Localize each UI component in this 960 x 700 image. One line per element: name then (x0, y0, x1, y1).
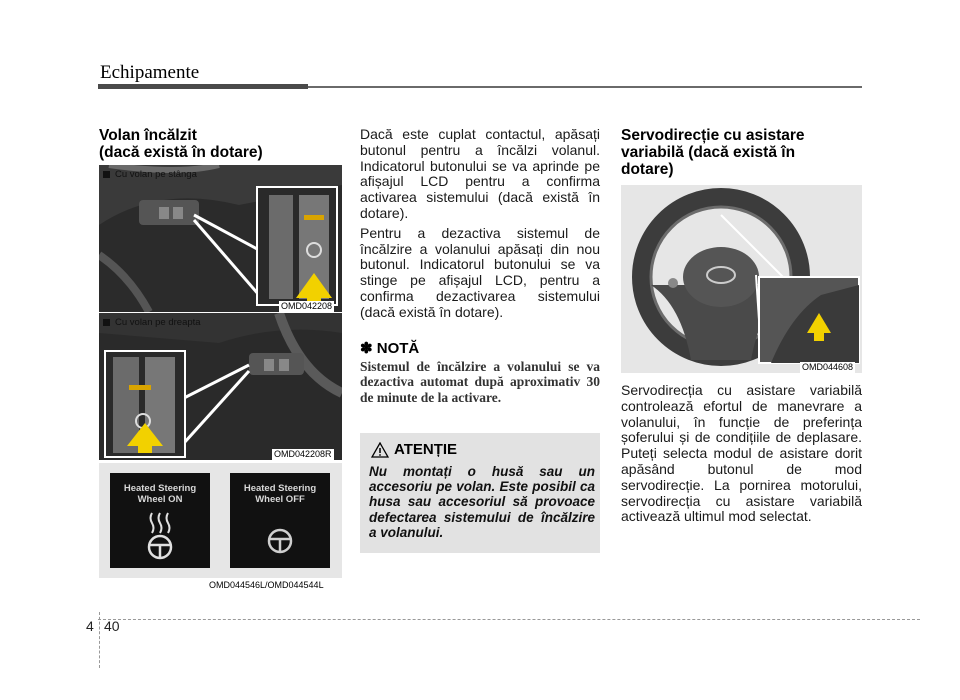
note-heading (360, 339, 419, 357)
lcd-off-text: Heated Steering Wheel OFF (243, 483, 317, 505)
page-number: 40 (104, 618, 120, 634)
photo-left-hand-drive (99, 165, 342, 312)
heated-steering-heading: Volan încălzit (dacă există în dotare) (99, 127, 263, 161)
note-text: Sistemul de încălzire a volanului se va dezactiva automat după aproximativ 30 de minute de la activare. (360, 359, 600, 405)
photo-right-hand-drive (99, 313, 342, 460)
paragraph-activate: Dacă este cuplat contactul, apăsați butonul pentru a încălzi volanul. Indicatorul butonului se va aprinde pe afișajul LCD pentru a confirma activarea sistemului (dacă există în dotare). (360, 126, 600, 221)
paragraph-deactivate: Pentru a dezactiva sistemul de încălzire a volanului apăsați din nou butonul. Indicatorul butonului se va stinge pe afișajul LCD, pentru a confirma dezactivarea sistemului (dacă există în dotare). (360, 224, 600, 320)
lcd-on-text: Heated Steering Wheel ON (123, 483, 197, 505)
footer-divider (99, 612, 100, 668)
photo-steering-wheel (621, 185, 862, 373)
power-steering-description: Servodirecția cu asistare variabilă controlează efortul de manevrare a volanului, în funcție de preferința șoferului și de condițiile de deplasare. Puteți selecta modul de asistare dorit apăsând butonul de mod servodirecție. La pornirea motorului, servodirecția cu asistare variabilă activează ultimul mod selectat. (621, 382, 862, 525)
photo2-caption-text: Cu volan pe dreapta (115, 317, 201, 328)
section-title: Echipamente (100, 62, 200, 83)
photo2-code: OMD042208R (274, 449, 332, 459)
photo1-caption-text: Cu volan pe stânga (115, 169, 197, 180)
header-rule-thin (308, 86, 862, 88)
caution-title: ATENȚIE (394, 441, 458, 458)
lcd-heated-off (230, 473, 330, 568)
square-bullet-icon (103, 319, 110, 326)
warning-triangle-icon (371, 442, 389, 458)
photo1-caption (103, 169, 197, 180)
displays-code: OMD044546L/OMD044544L (209, 580, 324, 590)
square-bullet-icon (103, 171, 110, 178)
heated-steering-description (360, 127, 600, 325)
photo2-caption (103, 317, 201, 328)
steering-photo-code: OMD044608 (802, 362, 854, 372)
note-star-icon: ✽ (360, 340, 373, 357)
chapter-number: 4 (86, 618, 94, 634)
power-steering-heading: Servodirecție cu asistare variabilă (dacă există în dotare) (621, 127, 805, 178)
header-rule-thick (98, 84, 308, 89)
steering-wheel-icon (262, 523, 298, 559)
lcd-heated-on (110, 473, 210, 568)
photo1-code: OMD042208 (281, 301, 333, 311)
caution-text: Nu montați o husă sau un accesoriu pe volan. Este posibil ca husa sau accesoriul să provoace defectarea sistemului de încălzire a volanului. (369, 464, 595, 540)
footer-rule (98, 619, 920, 620)
note-title-text: NOTĂ (376, 340, 420, 357)
heated-wheel-icon (142, 511, 178, 561)
